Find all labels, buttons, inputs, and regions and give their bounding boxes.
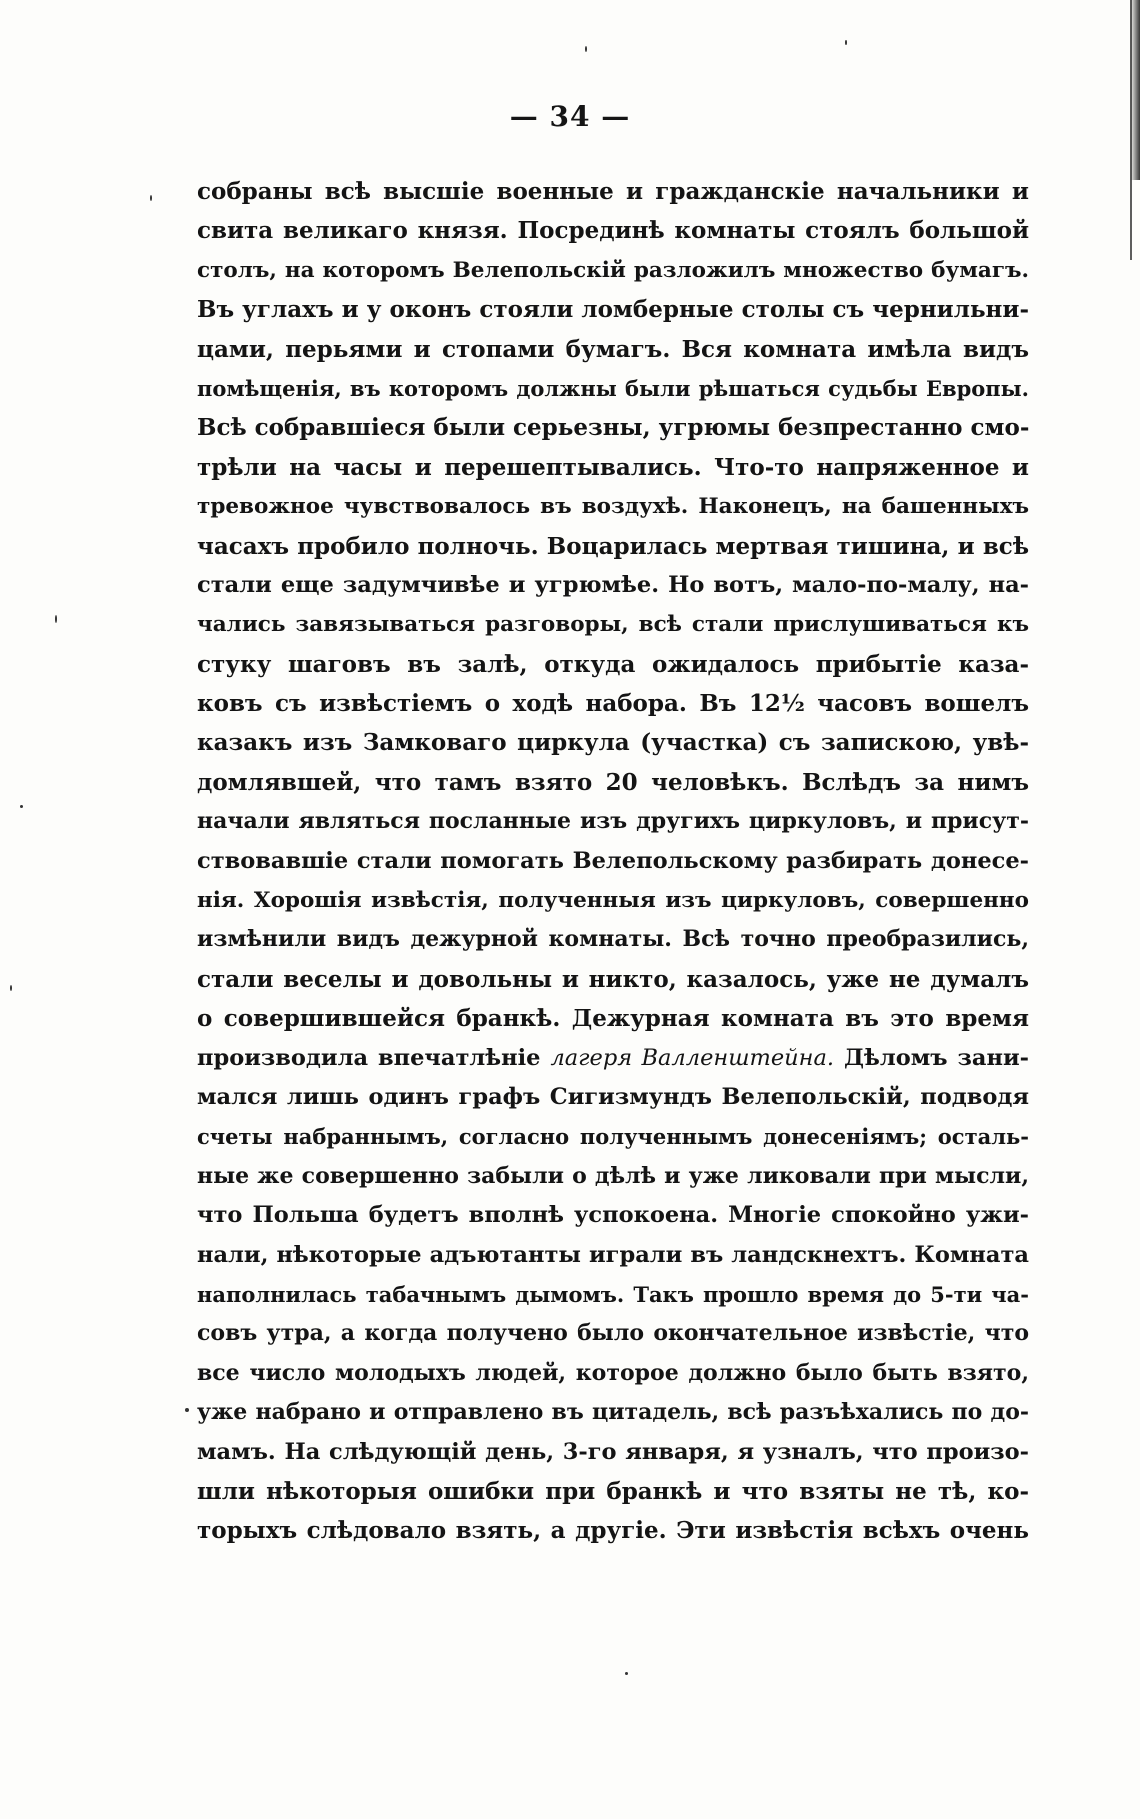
text-line: наполнилась табачнымъ дымомъ. Такъ прошло время до 5-ти ча- (197, 1281, 1029, 1307)
text-line: нали, нѣкоторые адъютанты играли въ ландскнехтъ. Комната (197, 1241, 1029, 1268)
text-line: шли нѣкоторыя ошибки при бранкѣ и что взяты не тѣ, ко- (197, 1477, 1029, 1505)
text-line: столъ, на которомъ Велепольскій разложилъ множество бумагъ. (197, 257, 1029, 283)
scan-speck (625, 1672, 628, 1675)
body-text (197, 172, 1029, 1551)
text-line: тревожное чувствовалось въ воздухѣ. Наконецъ, на башенныхъ (197, 494, 1029, 520)
text-line-with-italic (197, 1039, 1029, 1078)
text-line: измѣнили видъ дежурной комнаты. Всѣ точно преобразились, (197, 926, 1029, 953)
text-line: ствовавшіе стали помогать Велепольскому разбирать донесе- (197, 847, 1029, 874)
text-segment: производила впечатлѣніе (197, 1044, 551, 1071)
text-line: ные же совершенно забыли о дѣлѣ и уже ликовали при мысли, (197, 1162, 1029, 1189)
italic-phrase: лагеря Валленштейна. (550, 1044, 835, 1071)
text-line: мался лишь одинъ графъ Сигизмундъ Велепольскій, подводя (197, 1083, 1029, 1110)
text-line: уже набрано и отправлено въ цитадель, всѣ разъѣхались по до- (197, 1399, 1029, 1426)
text-line: нія. Хорошія извѣстія, полученныя изъ циркуловъ, совершенно (197, 888, 1029, 914)
scan-speck (20, 805, 23, 808)
text-line: трѣли на часы и перешептывались. Что-то напряженное и (197, 453, 1029, 481)
text-line: стали еще задумчивѣе и угрюмѣе. Но вотъ, мало-по-малу, на- (197, 571, 1029, 598)
text-line: стуку шаговъ въ залѣ, откуда ожидалось прибытіе каза- (197, 650, 1029, 678)
text-line: что Польша будетъ вполнѣ успокоена. Многіе спокойно ужи- (197, 1202, 1029, 1229)
text-line: свита великаго князя. Посрединѣ комнаты стоялъ большой (197, 217, 1029, 245)
scan-speck (585, 46, 587, 52)
text-line: Всѣ собравшіеся были серьезны, угрюмы безпрестанно смо- (197, 414, 1029, 442)
text-line: начали являться посланные изъ другихъ циркуловъ, и присут- (197, 808, 1029, 835)
scan-speck (10, 985, 12, 991)
text-line: собраны всѣ высшіе военные и гражданскіе начальники и (197, 178, 1029, 205)
text-line: стали веселы и довольны и никто, казалось, уже не думалъ (197, 965, 1029, 993)
text-line: все число молодыхъ людей, которое должно было быть взято, (197, 1359, 1029, 1386)
scan-speck (185, 1408, 189, 1412)
scan-speck (845, 40, 847, 45)
text-line: чались завязываться разговоры, всѣ стали прислушиваться къ (197, 612, 1029, 638)
text-line: о совершившейся бранкѣ. Дежурная комната въ это время (197, 1005, 1029, 1033)
text-segment: Дѣломъ зани- (834, 1044, 1029, 1071)
text-line: цами, перьями и стопами бумагъ. Вся комната имѣла видъ (197, 335, 1029, 363)
text-line: совъ утра, а когда получено было окончательное извѣстіе, что (197, 1320, 1029, 1347)
text-line: мамъ. На слѣдующій день, 3-го января, я узналъ, что произо- (197, 1438, 1029, 1465)
text-line: домлявшей, что тамъ взято 20 человѣкъ. Вслѣдъ за нимъ (197, 768, 1029, 796)
text-line: счеты набраннымъ, согласно полученнымъ донесеніямъ; осталь- (197, 1124, 1029, 1150)
text-line: помѣщенія, въ которомъ должны были рѣшаться судьбы Европы. (197, 375, 1029, 401)
scan-speck (55, 615, 57, 623)
text-line: часахъ пробило полночь. Воцарилась мертвая тишина, и всѣ (197, 532, 1029, 560)
text-line: Въ углахъ и у оконъ стояли ломберные столы съ чернильни- (197, 296, 1029, 324)
text-line: торыхъ слѣдовало взять, а другіе. Эти извѣстія всѣхъ очень (197, 1517, 1029, 1545)
scan-speck (150, 195, 152, 201)
text-line: казакъ изъ Замковаго циркула (участка) съ запискою, увѣ- (197, 729, 1029, 757)
text-line: ковъ съ извѣстіемъ о ходѣ набора. Въ 12½ часовъ вошелъ (197, 690, 1029, 718)
page-number: — 34 — (509, 100, 631, 133)
